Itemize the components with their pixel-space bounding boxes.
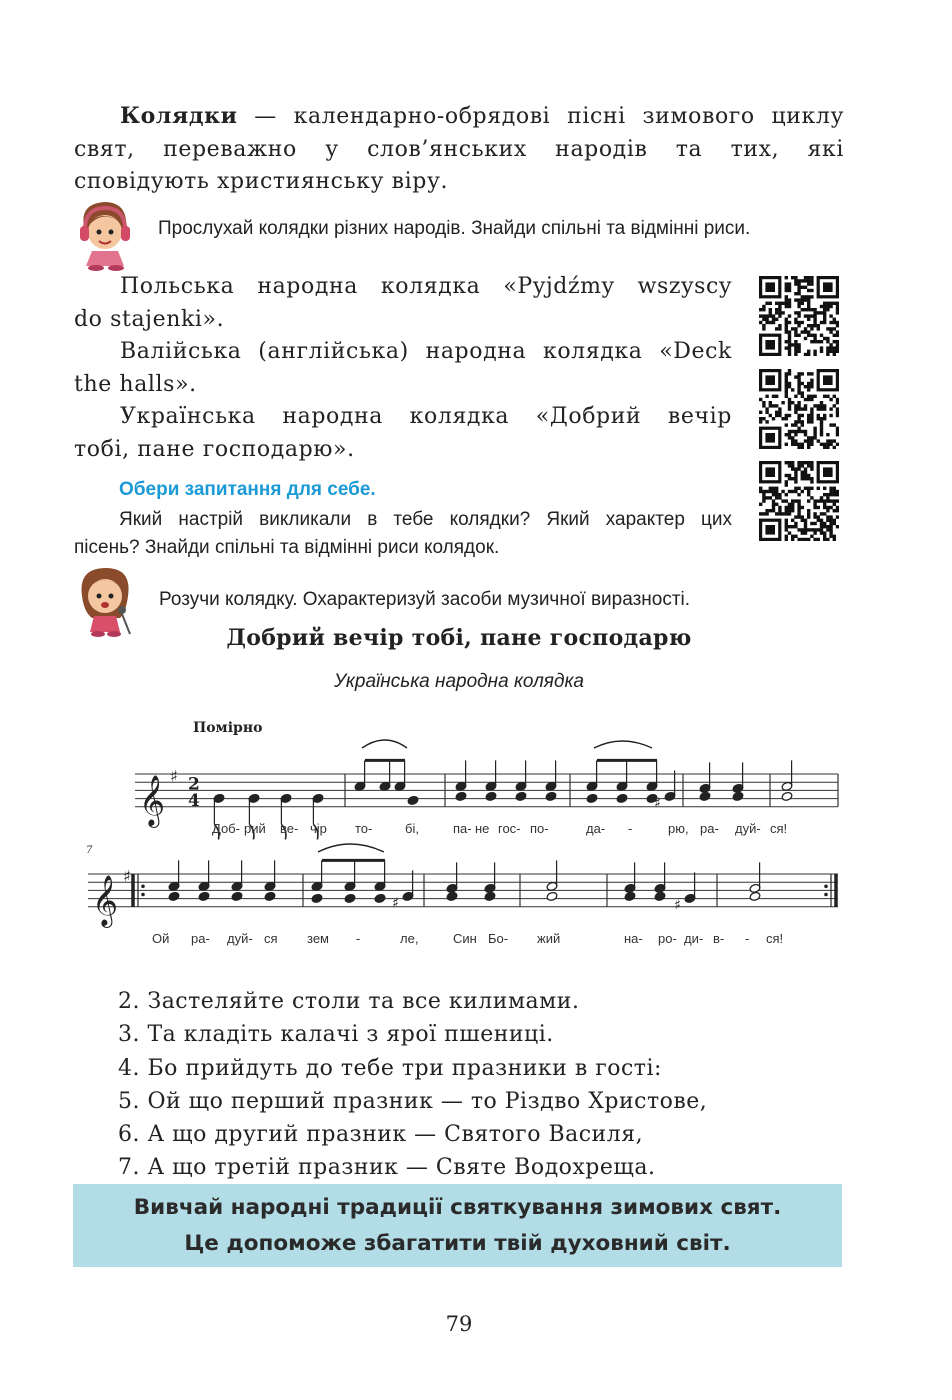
- lyric-syllable: в-: [713, 931, 725, 946]
- lyric-syllable: ся: [264, 931, 278, 946]
- verses-list: [118, 985, 707, 1185]
- lyric-syllable: да-: [586, 821, 606, 836]
- song-subtitle: Українська народна колядка: [333, 671, 584, 692]
- lyric-syllable: -: [628, 821, 633, 836]
- term-koliadky: Колядки: [120, 103, 238, 129]
- lyric-syllable: ле,: [400, 931, 419, 946]
- lyric-syllable: дуй-: [735, 821, 761, 836]
- carol-ukrainian-line-2: тобі, пане господарю».: [74, 436, 355, 462]
- note-head: [781, 791, 793, 801]
- lyric-syllable: Ой: [152, 931, 170, 946]
- questions-line-2: пісень? Знайди спільні та відмінні риси колядок.: [74, 537, 500, 558]
- lyric-syllable: Доб-: [212, 821, 240, 836]
- carols-list: [74, 271, 732, 466]
- lyric-syllable: ро-: [658, 931, 677, 946]
- note-head: [231, 891, 243, 901]
- lyric-syllable: ра-: [700, 821, 719, 836]
- lyric-syllable: Бо-: [488, 931, 509, 946]
- banner-line-2: Це допоможе збагатити твій духовний світ.: [184, 1231, 731, 1256]
- lyric-syllable: рю,: [668, 821, 689, 836]
- lyric-syllable: ся!: [766, 931, 784, 946]
- qr-code-icon[interactable]: [759, 276, 839, 356]
- note-head: [749, 891, 761, 901]
- intro-line-1: Колядки — календарно-обрядові пісні зимового циклу: [120, 103, 844, 129]
- lyric-syllable: ве-: [280, 821, 299, 836]
- note-head: [168, 891, 180, 901]
- note-head: [264, 891, 276, 901]
- summary-banner: [73, 1184, 842, 1267]
- time-signature-top: 2: [188, 774, 200, 795]
- svg-text:♯: ♯: [674, 897, 681, 914]
- note-head: [654, 891, 666, 901]
- note-head: [311, 893, 323, 903]
- sheet-music-score: [0, 700, 952, 960]
- lyric-syllable: то-: [355, 821, 373, 836]
- tempo-marking: Помірно: [193, 720, 263, 736]
- listening-girl-headphones-icon: [74, 196, 138, 272]
- lyric-syllable: на-: [624, 931, 643, 946]
- lyric-syllable: Син: [453, 931, 477, 946]
- lyric-syllable: ра-: [191, 931, 210, 946]
- banner-line-1: Вивчай народні традиції святкування зимових свят.: [133, 1195, 782, 1220]
- questions-line-1: Який настрій викликали в тебе колядки? Який характер цих: [119, 509, 732, 530]
- carol-ukrainian-line-1: Українська народна колядка «Добрий вечір: [120, 404, 732, 429]
- key-signature-sharp-icon: ♯: [170, 766, 178, 786]
- intro-line-2: свят, переважно у слов’янських народів та тих, які: [74, 136, 844, 162]
- listen-task: Прослухай колядки різних народів. Знайди спільні та відмінні риси.: [158, 218, 751, 239]
- note-head: [546, 891, 558, 901]
- lyrics-line-2: [152, 931, 783, 946]
- carol-welsh-line-2: the halls».: [74, 371, 197, 397]
- sheet-music: [0, 700, 952, 960]
- carol-welsh-line-1: Валійська (англійська) народна колядка «Deck: [120, 339, 732, 364]
- verse-line: 6. А що другий празник — Святого Василя,: [118, 1122, 644, 1148]
- song-title: Добрий вечір тобі, пане господарю: [226, 625, 692, 651]
- note-head: [407, 795, 419, 805]
- note-head: [198, 891, 210, 901]
- lyric-syllable: ди-: [684, 931, 704, 946]
- key-signature-sharp-icon: ♯: [123, 866, 131, 886]
- lyric-syllable: дуй-: [227, 931, 253, 946]
- note-head: [732, 791, 744, 801]
- lyric-syllable: -: [745, 931, 750, 946]
- lyric-syllable: по-: [530, 821, 549, 836]
- staff-line-2: [88, 844, 838, 928]
- qr-code-icon[interactable]: [759, 369, 839, 449]
- lyric-syllable: не: [475, 821, 490, 836]
- learn-task: Розучи колядку. Охарактеризуй засоби музичної виразності.: [159, 589, 691, 610]
- note-head: [446, 891, 458, 901]
- lyric-syllable: бі,: [405, 821, 419, 836]
- page-number: 79: [445, 1312, 473, 1336]
- note-head: [616, 793, 628, 803]
- note-head: [485, 791, 497, 801]
- lyric-syllable: рий: [244, 821, 266, 836]
- questions-text: [74, 506, 732, 562]
- qr-code-icon[interactable]: [759, 461, 839, 541]
- lyric-syllable: гос-: [498, 821, 521, 836]
- lyric-syllable: жий: [537, 931, 561, 946]
- note-head: [624, 891, 636, 901]
- note-head: [545, 791, 557, 801]
- svg-text:♯: ♯: [392, 895, 399, 912]
- treble-clef-icon: 𝄞: [139, 774, 166, 826]
- carol-polish-line-2: do stajenki».: [74, 306, 225, 332]
- lyric-syllable: -: [356, 931, 361, 946]
- lyric-syllable: зем: [307, 931, 329, 946]
- note-head: [699, 791, 711, 801]
- lyrics-line-1: [212, 821, 787, 836]
- time-signature-bottom: 4: [188, 790, 200, 811]
- questions-heading: Обери запитання для себе.: [119, 479, 376, 500]
- verse-line: 5. Ой що перший празник — то Різдво Христове,: [118, 1088, 708, 1114]
- verse-line: 3. Та кладіть калачі з ярої пшениці.: [118, 1022, 554, 1048]
- verse-line: 7. А що третій празник — Святе Водохреща.: [118, 1155, 656, 1181]
- lyric-syllable: па-: [453, 821, 472, 836]
- verse-line: 4. Бо прийдуть до тебе три празники в гості:: [118, 1055, 662, 1081]
- note-head: [586, 793, 598, 803]
- note-head: [515, 791, 527, 801]
- verse-line: 2. Застеляйте столи та все килимами.: [118, 989, 580, 1014]
- sharp-accidental-icon: ♯: [654, 795, 661, 812]
- note-head: [374, 893, 386, 903]
- measure-number: 7: [86, 845, 93, 856]
- intro-paragraph: [74, 100, 844, 199]
- treble-clef-icon: 𝄞: [92, 874, 119, 926]
- lyric-syllable: ся!: [770, 821, 788, 836]
- note-head: [344, 893, 356, 903]
- note-head: [455, 791, 467, 801]
- carol-polish-line-1: Польська народна колядка «Pyjdźmy wszyscy: [120, 274, 732, 299]
- lyric-syllable: чір: [310, 821, 327, 836]
- intro-line-3: сповідують християнську віру.: [74, 169, 449, 194]
- note-head: [484, 891, 496, 901]
